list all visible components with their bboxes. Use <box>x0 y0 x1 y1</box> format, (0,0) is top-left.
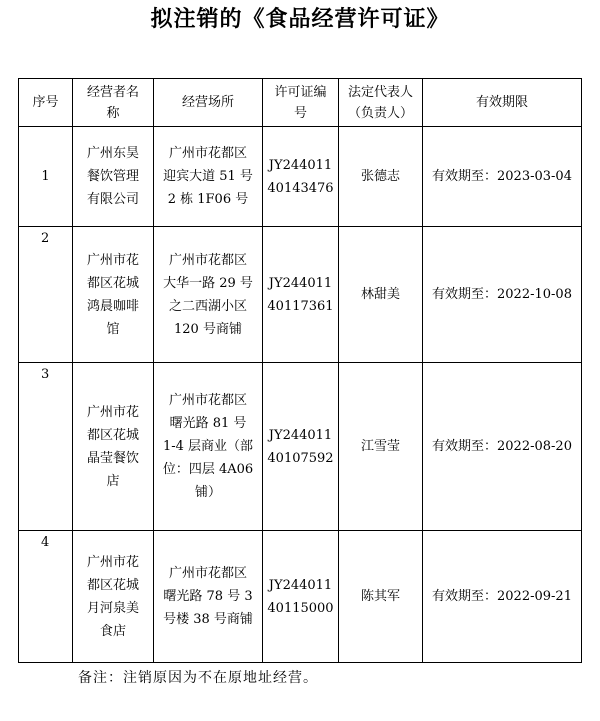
place-line: 120 号商铺 <box>174 321 242 337</box>
operator-line: 广州东昊 <box>86 146 139 161</box>
operator-line: 餐饮管理 <box>86 169 139 184</box>
row-operator <box>73 363 154 531</box>
operator-line: 广州市花 <box>86 252 139 268</box>
header-rep <box>339 79 423 127</box>
header-place: 经营场所 <box>154 79 263 127</box>
operator-line: 食店 <box>99 623 126 639</box>
header-license-line: 号 <box>293 105 307 121</box>
row-validity: 有效期至：2022-10-08 <box>423 227 582 363</box>
operator-line: 馆 <box>106 321 120 337</box>
row-rep: 张德志 <box>339 127 423 227</box>
table-row <box>19 363 582 531</box>
header-operator-line: 称 <box>106 105 120 121</box>
place-line: 曙光路 81 号 <box>169 416 247 431</box>
license-line: 40115000 <box>267 600 334 616</box>
row-no: 4 <box>19 531 73 663</box>
header-license <box>263 79 339 127</box>
license-line: JY244011 <box>268 427 333 443</box>
row-operator <box>73 531 154 663</box>
operator-line: 广州市花 <box>86 554 139 570</box>
row-license <box>263 531 339 663</box>
place-line: 广州市花都区 <box>168 566 247 581</box>
table-header-row <box>19 79 582 127</box>
table-row <box>19 127 582 227</box>
license-line: 40107592 <box>267 450 334 466</box>
operator-line: 都区花城 <box>86 275 139 291</box>
row-place <box>154 363 263 531</box>
place-line: 迎宾大道 51 号 <box>163 169 253 184</box>
row-place <box>154 531 263 663</box>
place-line: 号楼 38 号商铺 <box>163 612 253 627</box>
place-line: 铺） <box>194 485 221 500</box>
license-line: 40117361 <box>267 298 334 314</box>
place-line: 1-4 层商业（部 <box>162 439 254 454</box>
operator-line: 都区花城 <box>86 577 139 593</box>
row-place <box>154 127 263 227</box>
place-line: 2 栋 1F06 号 <box>167 192 249 207</box>
operator-line: 都区花城 <box>86 427 139 443</box>
row-operator <box>73 227 154 363</box>
place-line: 广州市花都区 <box>168 393 247 408</box>
operator-line: 广州市花 <box>86 404 139 420</box>
operator-line: 晶莹餐饮 <box>86 450 139 466</box>
row-no: 2 <box>19 227 73 363</box>
place-line: 曙光路 78 号 3 <box>163 589 253 604</box>
footnote: 备注：注销原因为不在原地址经营。 <box>78 670 318 686</box>
operator-line: 店 <box>106 473 120 489</box>
row-no: 1 <box>19 127 73 227</box>
place-line: 位：四层 4A06 <box>162 462 254 477</box>
license-table <box>18 78 582 663</box>
header-operator <box>73 79 154 127</box>
page-title: 拟注销的《食品经营许可证》 <box>150 6 450 32</box>
header-rep-line: （负责人） <box>347 105 413 121</box>
operator-line: 月河泉美 <box>86 600 139 616</box>
row-validity: 有效期至：2022-08-20 <box>423 363 582 531</box>
license-line: JY244011 <box>268 577 333 593</box>
row-no: 3 <box>19 363 73 531</box>
row-place <box>154 227 263 363</box>
row-license <box>263 127 339 227</box>
place-line: 大华一路 29 号 <box>163 275 253 291</box>
place-line: 广州市花都区 <box>168 146 247 161</box>
place-line: 广州市花都区 <box>168 252 247 268</box>
row-license <box>263 227 339 363</box>
license-line: JY244011 <box>268 275 333 291</box>
row-license <box>263 363 339 531</box>
row-validity: 有效期至：2023-03-04 <box>423 127 582 227</box>
row-rep: 江雪莹 <box>339 363 423 531</box>
license-line: JY244011 <box>268 157 333 173</box>
header-rep-line: 法定代表人 <box>347 84 413 100</box>
row-rep: 陈其军 <box>339 531 423 663</box>
header-license-line: 许可证编 <box>274 84 327 100</box>
header-validity: 有效期限 <box>423 79 582 127</box>
header-no: 序号 <box>19 79 73 127</box>
license-line: 40143476 <box>267 180 334 196</box>
header-operator-line: 经营者名 <box>86 84 139 100</box>
operator-line: 鸿晨咖啡 <box>86 298 139 314</box>
table-row <box>19 531 582 663</box>
row-validity: 有效期至：2022-09-21 <box>423 531 582 663</box>
row-operator <box>73 127 154 227</box>
table-row <box>19 227 582 363</box>
operator-line: 有限公司 <box>86 192 139 207</box>
place-line: 之二西湖小区 <box>168 298 247 314</box>
row-rep: 林甜美 <box>339 227 423 363</box>
